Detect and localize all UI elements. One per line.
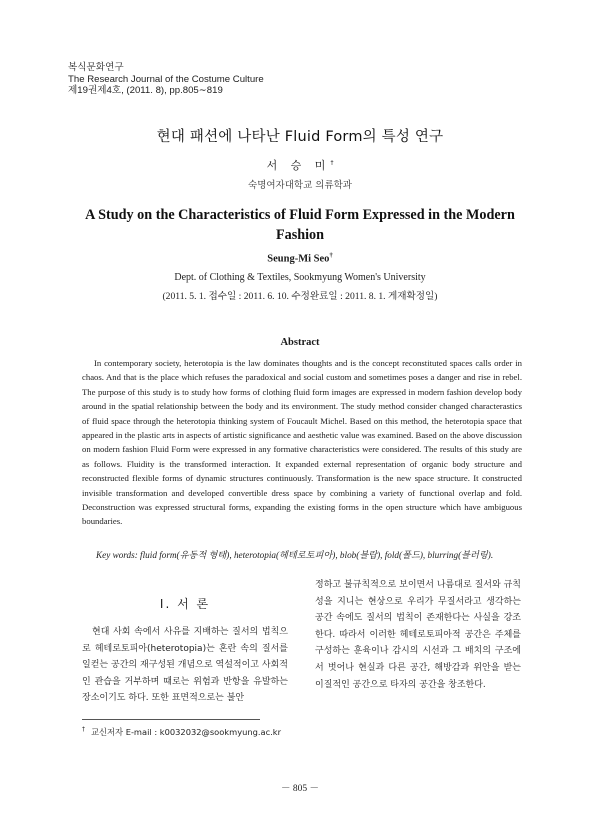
keywords: Key words: fluid form(유동적 형태), heterotopia(헤테로토피아), blob(블랍), fold(폴드), blurring(블러링). [96,550,494,560]
affiliation-kr: 숙명여자대학교 의류학과 [248,180,352,191]
footnote-text: 교신저자 E-mail : k0032032@sookmyung.ac.kr [91,727,282,737]
journal-issue: 제19권제4호, (2011. 8), pp.805∼819 [68,85,223,96]
body-column-left: 현대 사회 속에서 사유를 지배하는 질서의 법칙으로 헤테로토피아(heterotopia)는 혼란 속의 질서를 일컫는 공간의 재구성된 개념으로 역설적이고 사회적인 관습을 거부하며 때로는 위험과 반항을 유발하는 장소이기도 하다. 또한 표면적으로는 불안 [82,627,288,704]
footnote [82,726,281,738]
submission-dates: (2011. 5. 1. 접수일 : 2011. 6. 10. 수정완료일 : 2011. 8. 1. 게재확정일) [162,291,438,302]
author-kr-mark: † [330,159,334,167]
journal-name-en: The Research Journal of the Costume Culture [68,73,264,85]
paper-title-kr: 현대 패션에 나타난 Fluid Form의 특성 연구 [156,129,444,145]
author-en-mark: † [329,252,333,259]
author-en-name: Seung-Mi Seo [267,253,330,265]
journal-name-kr: 복식문화연구 [68,62,124,73]
footnote-divider [82,719,260,720]
author-kr-name: 서 승 미 [266,159,331,172]
body-column-right: 정하고 불규칙적으로 보이면서 나름대로 질서와 규칙성을 지니는 현상으로 우리가 무질서라고 생각하는 공간 속에도 질서의 법칙이 존재한다는 사실을 강조한다. 따라서 이러한 헤테로토피아적 공간은 주체를 구성하는 훈육이나 감시의 시선과 그 배치의 구조에서 벗어나 현실과 다른 공간, 해방감과 위안을 받는 이질적인 공간으로 타자의 공간을 창조한다. [315,580,521,690]
affiliation-en: Dept. of Clothing & Textiles, Sookmyung Women's University [174,272,426,283]
author-kr [0,157,600,173]
abstract-heading: Abstract [280,337,320,348]
author-en [0,252,600,265]
section-heading-intro: Ⅰ. 서 론 [159,597,211,611]
abstract-body: In contemporary society, heterotopia is the law dominates thoughts and is the concept reconstituted spaces calls order in chaos. And that is the place which refuses the paradoxical and social custom and sometimes poses a danger and rise in rebel. The purpose of this study is to study how forms of clothing fluid form images are expressed in modern fashion develop body around in the spatial relationship between the body and its environment. The study method consider changed characterastics of fluid space through the heterotopia thinking system of Foucault Michel. Based on this method, the heterotopia space that appeared in the plastic arts in aspects of artistic significance and aesthetic value was examined. Based on the above discussion on modern fashion Fluid Form were expressed in any formative characteristics were considered. The results of this study are as follows. Fluidity is the transformed interaction. It expanded external representation of organic body structure and reconstructed flexible forms of dynamic structures continuously. Transformation is the new space structure. It constructed invisible transformation and developed convertible dress space by combining a variety of functional overlap and fold. Deconstruction was expressed structural forms, expanding the existing forms in the open structure which have ambiguous boundaries. [82,358,522,527]
page-number: － 805 － [280,784,319,794]
journal-header [68,62,264,97]
footnote-mark: † [82,726,85,734]
paper-title-en: A Study on the Characteristics of Fluid Form Expressed in the Modern Fashion [85,207,515,243]
